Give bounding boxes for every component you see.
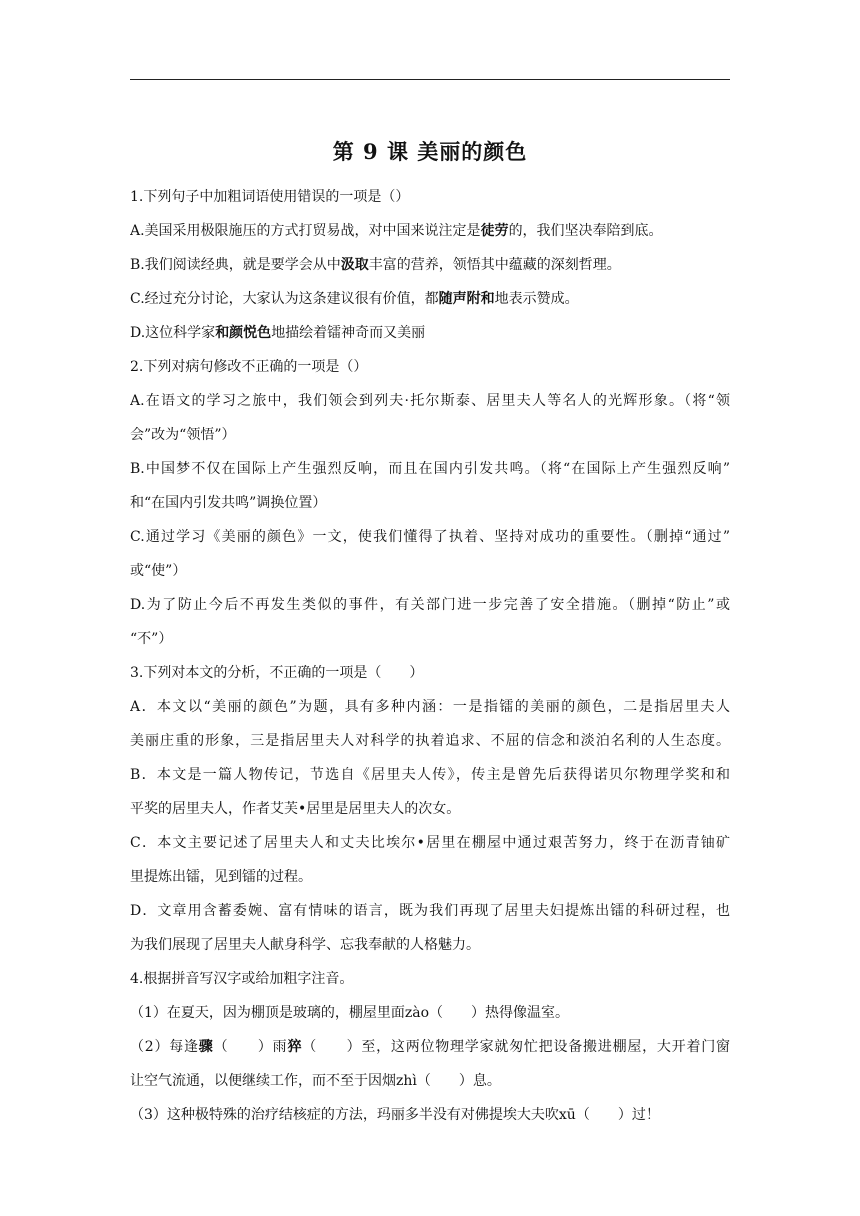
q2-option-d-line1: D.为了防止今后不再发生类似的事件，有关部门进一步完善了安全措施。（删掉“防止”或 [130, 597, 730, 613]
bold-char: 骤 [198, 1039, 214, 1055]
q2-option-d-line2: “不”） [130, 631, 173, 647]
bold-char: 猝 [287, 1039, 303, 1055]
q3-option-b-line2: 平奖的居里夫人，作者艾芙•居里是居里夫人的次女。 [130, 801, 461, 817]
bold-word: 汲取 [340, 257, 369, 273]
q4-item-3: （3）这种极特殊的治疗结核症的方法，玛丽多半没有对佛提埃大夫吹xū（ ）过！ [130, 1107, 660, 1123]
q2-option-b-line1: B.中国梦不仅在国际上产生强烈反响，而且在国内引发共鸣。（将“在国际上产生强烈反响” [130, 461, 730, 477]
q2-option-c-line1: C.通过学习《美丽的颜色》一文，使我们懂得了执着、坚持对成功的重要性。（删掉“通过” [130, 529, 730, 545]
q1-option-b: B.我们阅读经典，就是要学会从中汲取丰富的营养，领悟其中蕴藏的深刻哲理。 [130, 257, 621, 273]
lesson-title: 第 9 课 美丽的颜色 [332, 139, 528, 164]
q3-stem: 3.下列对本文的分析，不正确的一项是（ ） [130, 665, 424, 681]
q3-option-c-line2: 里提炼出镭，见到镭的过程。 [130, 869, 312, 885]
q3-option-a-line2: 美丽庄重的形象，三是指居里夫人对科学的执着追求、不屈的信念和淡泊名利的人生态度。 [130, 733, 730, 749]
q1-option-a: A.美国采用极限施压的方式打贸易战，对中国来说注定是徒劳的，我们坚决奉陪到底。 [130, 223, 663, 239]
questions [130, 180, 730, 1132]
q3-option-d-line2: 为我们展现了居里夫人献身科学、忘我奉献的人格魅力。 [130, 937, 480, 953]
q4-item-2-line1: （2）每逢骤（ ）雨猝（ ）至，这两位物理学家就匆忙把设备搬进棚屋，大开着门窗 [130, 1039, 730, 1055]
q3-option-c-line1: C．本文主要记述了居里夫人和丈夫比埃尔•居里在棚屋中通过艰苦努力，终于在沥青铀矿 [130, 835, 730, 851]
q2-option-b-line2: 和“在国内引发共鸣”调换位置） [130, 495, 327, 511]
q1-stem: 1.下列句子中加粗词语使用错误的一项是（） [130, 189, 410, 205]
bold-word: 和颜悦色 [215, 325, 272, 341]
q3-option-b-line1: B．本文是一篇人物传记，节选自《居里夫人传》，传主是曾先后获得诺贝尔物理学奖和和 [130, 767, 730, 783]
q2-stem: 2.下列对病句修改不正确的一项是（） [130, 359, 368, 375]
bold-word: 徒劳 [480, 223, 509, 239]
q1-option-d: D.这位科学家和颜悦色地描绘着镭神奇而又美丽 [130, 325, 426, 341]
header-rule [130, 79, 730, 80]
q2-option-a-line2: 会”改为“领悟”） [130, 427, 236, 443]
q1-option-c: C.经过充分讨论，大家认为这条建议很有价值，都随声附和地表示赞成。 [130, 291, 579, 307]
q3-option-a-line1: A．本文以“美丽的颜色”为题，具有多种内涵：一是指镭的美丽的颜色，二是指居里夫人 [130, 699, 730, 715]
q2-option-c-line2: 或“使”） [130, 563, 187, 579]
q3-option-d-line1: D．文章用含蓄委婉、富有情味的语言，既为我们再现了居里夫妇提炼出镭的科研过程，也 [130, 903, 730, 919]
q4-item-2-line2: 让空气流通，以便继续工作，而不至于因烟zhì（ ）息。 [130, 1073, 501, 1089]
q4-item-1: （1）在夏天，因为棚顶是玻璃的，棚屋里面zào（ ）热得像温室。 [130, 1005, 570, 1021]
q4-stem: 4.根据拼音写汉字或给加粗字注音。 [130, 971, 354, 987]
bold-word: 随声附和 [438, 291, 495, 307]
q2-option-a-line1: A.在语文的学习之旅中，我们领会到列夫·托尔斯泰、居里夫人等名人的光辉形象。（将“领 [130, 393, 730, 409]
